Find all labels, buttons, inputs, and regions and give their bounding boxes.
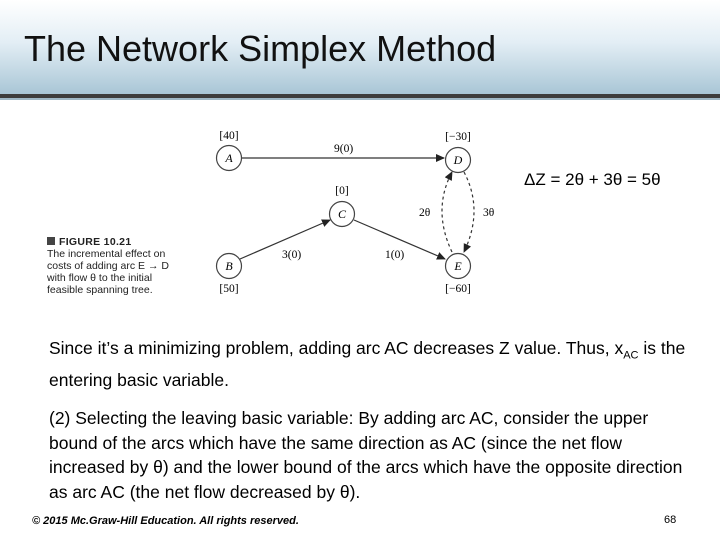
node-b-label: B [225,259,233,273]
figure-caption-text: The incremental effect on costs of adding arc E → D with flow θ to the initial feasible spanning tree. [47,248,169,296]
arc-e-d [442,172,452,252]
arc-a-d-label: 9(0) [334,143,354,155]
arc-c-e-label: 1(0) [385,249,405,261]
node-d-label: D [453,153,463,167]
para1-subscript: AC [623,349,639,362]
node-c-supply: [0] [335,185,349,197]
node-e-supply: [−60] [445,283,471,295]
page-number: 68 [664,514,677,526]
copyright-footer: © 2015 Mc.Graw-Hill Education. All rights reserved. [32,515,299,527]
node-e-label: E [454,259,462,273]
arc-d-e-label: 3θ [483,207,495,219]
slide-title: The Network Simplex Method [24,28,497,69]
arc-b-c-label: 3(0) [282,249,302,261]
arc-e-d-label: 2θ [419,207,431,219]
node-a-supply: [40] [219,130,239,142]
delta-z-equation: ΔZ = 2θ + 3θ = 5θ [524,170,661,189]
figure-caption-label: FIGURE 10.21 [59,236,132,248]
para1-text-before: Since it’s a minimizing problem, adding arc AC decreases Z value. Thus, x [49,338,624,358]
node-a-label: A [225,151,233,165]
title-divider-accent [0,98,720,100]
node-d-supply: [−30] [445,131,471,143]
arc-d-e [464,172,474,252]
paragraph-leaving-variable: (2) Selecting the leaving basic variable: By adding arc AC, consider the upper bound of the arcs which have the same direction as AC (since the net flow increased by θ) and the lower bound of the arcs which have the opposite direction as arc AC (the net flow decreased by θ). [49,408,683,502]
caption-bullet-icon [47,237,55,245]
figure-caption [47,236,187,296]
node-c-label: C [337,207,347,221]
para1-text-after: is the entering basic variable. [49,338,686,390]
paragraph-entering-variable [49,336,709,393]
node-b-supply: [50] [219,283,239,295]
